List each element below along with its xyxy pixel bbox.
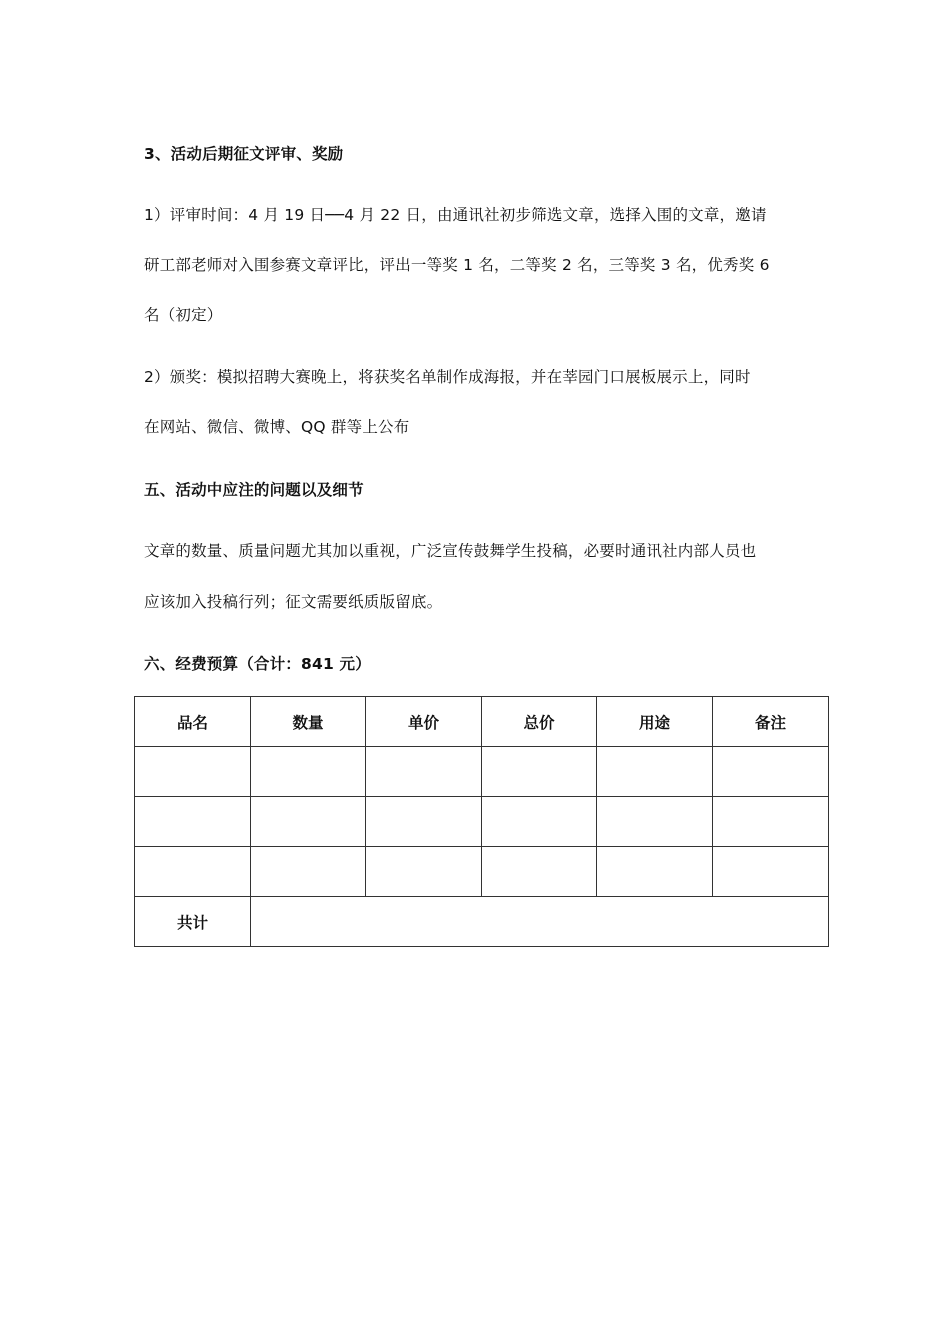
table-cell xyxy=(366,797,482,847)
section3-item2-line1: 2）颁奖：模拟招聘大赛晚上，将获奖名单制作成海报，并在莘园门口展板展示上，同时 xyxy=(144,368,751,386)
table-row xyxy=(135,797,829,847)
table-cell xyxy=(713,747,829,797)
total-value-cell xyxy=(251,897,829,947)
section3-item2-line2: 在网站、微信、微博、QQ 群等上公布 xyxy=(144,418,410,436)
table-cell xyxy=(251,747,366,797)
table-cell xyxy=(713,847,829,897)
budget-table xyxy=(134,696,829,947)
header-purpose: 用途 xyxy=(597,697,713,747)
table-header-row xyxy=(135,697,829,747)
table-cell xyxy=(251,847,366,897)
header-total-price: 总价 xyxy=(482,697,597,747)
header-quantity: 数量 xyxy=(251,697,366,747)
table-row xyxy=(135,747,829,797)
table-cell xyxy=(135,797,251,847)
table-cell xyxy=(366,747,482,797)
table-total-row xyxy=(135,897,829,947)
total-label: 共计 xyxy=(135,897,251,947)
table-row xyxy=(135,847,829,897)
header-unit-price: 单价 xyxy=(366,697,482,747)
section3-item1-line1: 1）评审时间：4 月 19 日──4 月 22 日，由通讯社初步筛选文章，选择入围的文章，邀请 xyxy=(144,206,767,224)
table-cell xyxy=(482,847,597,897)
table-cell xyxy=(597,797,713,847)
table-cell xyxy=(713,797,829,847)
table-cell xyxy=(597,747,713,797)
table-cell xyxy=(482,747,597,797)
table-cell xyxy=(597,847,713,897)
table-cell xyxy=(366,847,482,897)
table-cell xyxy=(135,747,251,797)
header-item-name: 品名 xyxy=(135,697,251,747)
section3-item1-line2: 研工部老师对入围参赛文章评比，评出一等奖 1 名，二等奖 2 名，三等奖 3 名，优秀奖 6 xyxy=(144,256,770,274)
section5-line1: 文章的数量、质量问题尤其加以重视，广泛宣传鼓舞学生投稿，必要时通讯社内部人员也 xyxy=(144,542,757,560)
table-cell xyxy=(135,847,251,897)
table-cell xyxy=(251,797,366,847)
header-remarks: 备注 xyxy=(713,697,829,747)
section5-heading: 五、活动中应注的问题以及细节 xyxy=(144,481,364,499)
section5-line2: 应该加入投稿行列；征文需要纸质版留底。 xyxy=(144,593,443,611)
table-cell xyxy=(482,797,597,847)
section3-heading: 3、活动后期征文评审、奖励 xyxy=(144,145,344,163)
section3-item1-line3: 名（初定） xyxy=(144,306,223,324)
section6-heading: 六、经费预算（合计：841 元） xyxy=(144,655,371,673)
